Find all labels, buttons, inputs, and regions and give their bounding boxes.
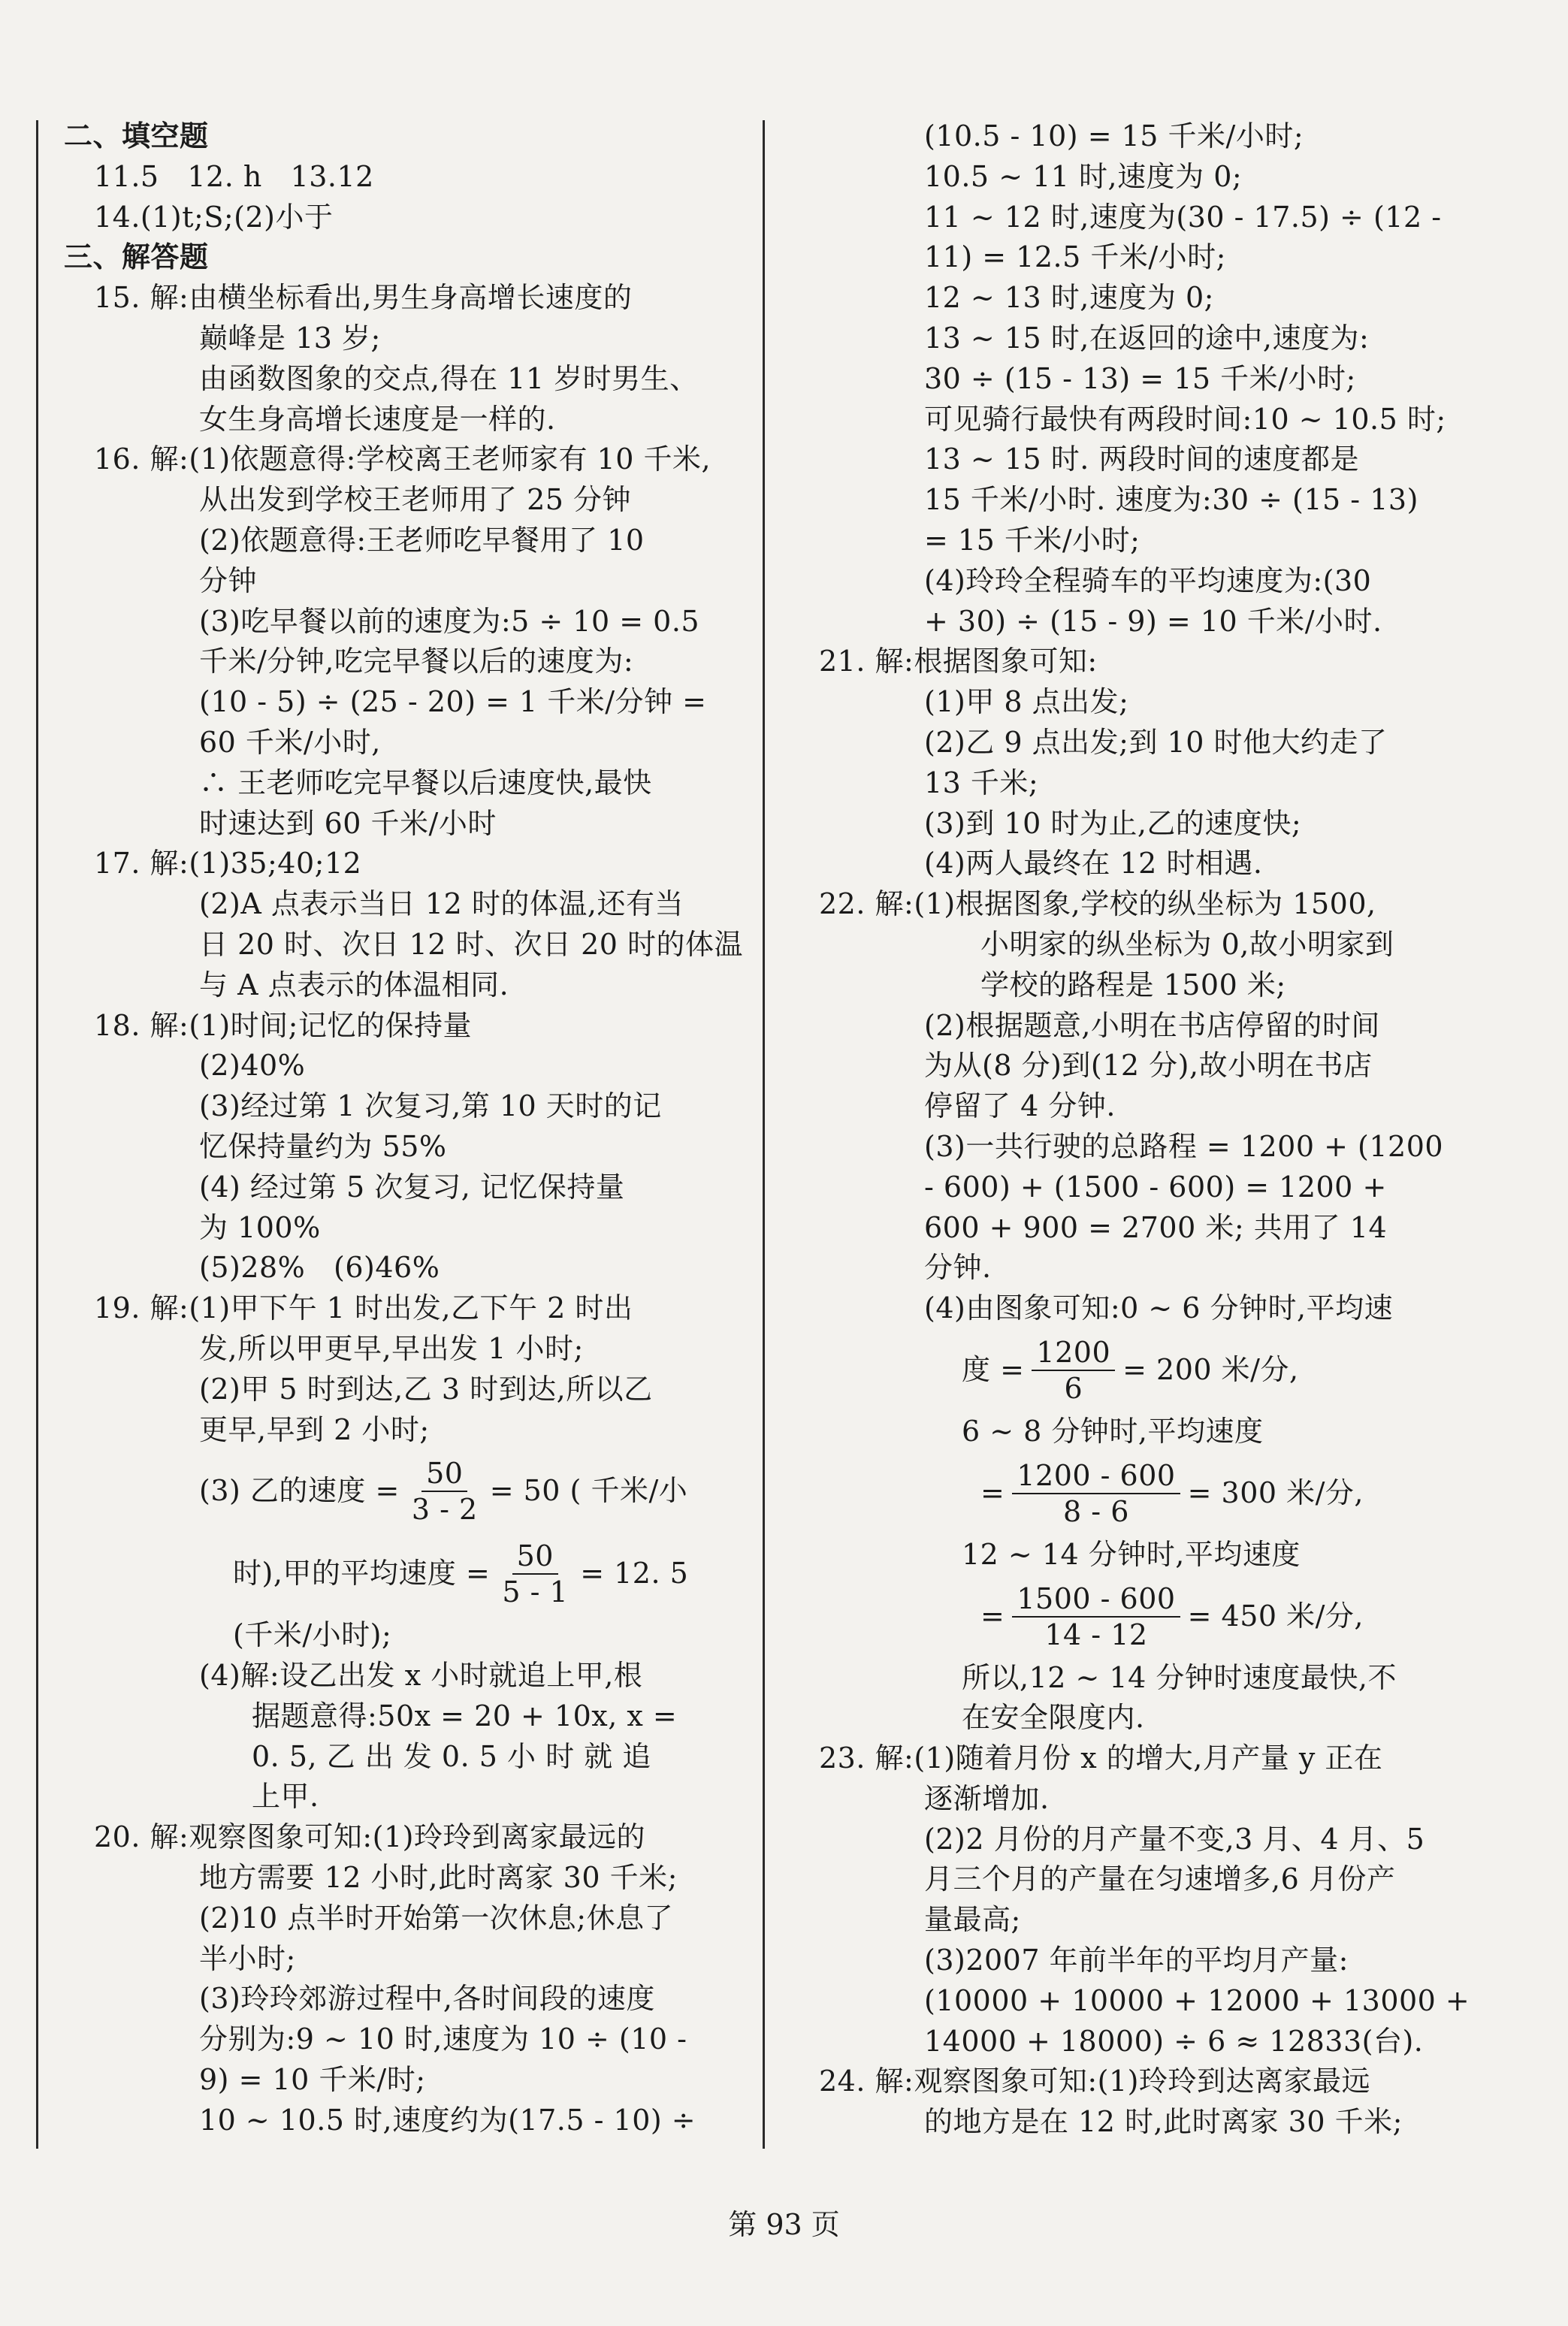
fraction xyxy=(1032,1335,1115,1406)
q22-formula-0-6 xyxy=(819,1329,1529,1412)
section-title-solutions: 三、解答题 xyxy=(64,240,209,274)
q16-line: 分钟 xyxy=(199,563,258,597)
formula-text: (3) 乙的速度 = xyxy=(199,1474,400,1508)
q20-cont-line: + 30) ÷ (15 - 9) = 10 千米/小时. xyxy=(924,604,1382,638)
q22-line: (4)由图象可知:0 ~ 6 分钟时,平均速 xyxy=(924,1291,1394,1325)
q22-line: 所以,12 ~ 14 分钟时速度最快,不 xyxy=(962,1660,1397,1694)
q20-line: (3)玲玲郊游过程中,各时间段的速度 xyxy=(199,1982,655,2016)
fraction xyxy=(1012,1581,1180,1652)
fraction-numerator: 50 xyxy=(512,1539,558,1575)
q23-line: 14000 + 18000) ÷ 6 ≈ 12833(台). xyxy=(924,2024,1424,2058)
q20-cont-line: 可见骑行最快有两段时间:10 ~ 10.5 时; xyxy=(924,402,1446,436)
q20-line: 分别为:9 ~ 10 时,速度为 10 ÷ (10 - xyxy=(199,2022,687,2056)
right-column xyxy=(819,116,1529,2143)
q19-line: (4)解:设乙出发 x 小时就追上甲,根 xyxy=(199,1659,643,1693)
q20-cont-line: 15 千米/小时. 速度为:30 ÷ (15 - 13) xyxy=(924,483,1418,517)
fraction-numerator: 1500 - 600 xyxy=(1012,1581,1180,1618)
q16-line: (2)依题意得:王老师吃早餐用了 10 xyxy=(199,523,645,557)
q22-line: 12 ~ 14 分钟时,平均速度 xyxy=(962,1537,1301,1571)
q24-line: 的地方是在 12 时,此时离家 30 千米; xyxy=(924,2105,1403,2139)
q23-line: (10000 + 10000 + 12000 + 13000 + xyxy=(924,1983,1470,2017)
q16-line: (3)吃早餐以前的速度为:5 ÷ 10 = 0.5 xyxy=(199,604,700,638)
column-divider-rule xyxy=(763,120,765,2149)
fraction xyxy=(407,1456,482,1527)
q19-line: 0. 5, 乙 出 发 0. 5 小 时 就 追 xyxy=(252,1739,651,1773)
q21-line: 21. 解:根据图象可知: xyxy=(819,645,1098,678)
q18-line: 忆保持量约为 55% xyxy=(199,1129,447,1163)
q20-line: 半小时; xyxy=(199,1941,296,1975)
q20-cont-line: (10.5 - 10) = 15 千米/小时; xyxy=(924,119,1304,153)
q16-line: 从出发到学校王老师用了 25 分钟 xyxy=(199,483,632,517)
q22-line: 小明家的纵坐标为 0,故小明家到 xyxy=(980,927,1394,961)
q20-line: 20. 解:观察图象可知:(1)玲玲到离家最远的 xyxy=(94,1820,645,1854)
q20-cont-line: 13 ~ 15 时. 两段时间的速度都是 xyxy=(924,443,1359,476)
answer-line: 14.(1)t;S;(2)小于 xyxy=(94,200,334,234)
formula-text: = 200 米/分, xyxy=(1122,1353,1299,1386)
q18-line: 为 100% xyxy=(199,1210,321,1244)
fraction-denominator: 3 - 2 xyxy=(411,1493,478,1527)
formula-text: = xyxy=(980,1599,1005,1633)
formula-text: 时),甲的平均速度 = xyxy=(233,1557,491,1590)
q16-line: (10 - 5) ÷ (25 - 20) = 1 千米/分钟 = xyxy=(199,685,707,719)
fraction-denominator: 8 - 6 xyxy=(1063,1494,1129,1528)
q20-cont-line: 13 ~ 15 时,在返回的途中,速度为: xyxy=(924,321,1370,355)
q20-cont-line: 30 ÷ (15 - 13) = 15 千米/小时; xyxy=(924,361,1356,395)
q22-line: 6 ~ 8 分钟时,平均速度 xyxy=(962,1414,1264,1448)
fraction-denominator: 14 - 12 xyxy=(1044,1618,1148,1651)
q20-line: 9) = 10 千米/时; xyxy=(199,2063,426,2097)
q23-line: 量最高; xyxy=(924,1903,1021,1937)
q18-line: (3)经过第 1 次复习,第 10 天时的记 xyxy=(199,1089,662,1123)
q20-cont-line: = 15 千米/小时; xyxy=(924,523,1141,557)
q17-line: 日 20 时、次日 12 时、次日 20 时的体温 xyxy=(199,927,744,961)
q18-line: (4) 经过第 5 次复习, 记忆保持量 xyxy=(199,1170,625,1204)
formula-text: = 300 米/分, xyxy=(1187,1476,1364,1509)
q15-line: 女生身高增长速度是一样的. xyxy=(199,402,556,436)
q19-line: (千米/小时); xyxy=(233,1618,392,1652)
q19-line: 更早,早到 2 小时; xyxy=(199,1412,430,1446)
q22-line: 为从(8 分)到(12 分),故小明在书店 xyxy=(924,1049,1373,1083)
fraction-denominator: 6 xyxy=(1064,1371,1083,1405)
q15-line: 巅峰是 13 岁; xyxy=(199,321,381,355)
q20-cont-line: 10.5 ~ 11 时,速度为 0; xyxy=(924,159,1243,193)
q18-line: 18. 解:(1)时间;记忆的保持量 xyxy=(94,1008,472,1042)
q22-formula-12-14 xyxy=(819,1575,1529,1658)
q22-line: 停留了 4 分钟. xyxy=(924,1089,1116,1123)
q16-line: ∴ 王老师吃完早餐以后速度快,最快 xyxy=(199,766,652,799)
q20-line: 10 ~ 10.5 时,速度约为(17.5 - 10) ÷ xyxy=(199,2103,696,2137)
q23-line: (2)2 月份的月产量不变,3 月、4 月、5 xyxy=(924,1822,1425,1856)
q21-line: (1)甲 8 点出发; xyxy=(924,685,1129,719)
q20-line: 地方需要 12 小时,此时离家 30 千米; xyxy=(199,1861,678,1895)
fraction-numerator: 1200 xyxy=(1032,1335,1115,1371)
section-title-fill-blank: 二、填空题 xyxy=(64,119,209,153)
q19-formula-speed-a xyxy=(64,1533,725,1615)
q23-line: (3)2007 年前半年的平均月产量: xyxy=(924,1944,1349,1977)
q19-line: 发,所以甲更早,早出发 1 小时; xyxy=(199,1331,584,1365)
q20-cont-line: 11) = 12.5 千米/小时; xyxy=(924,240,1226,274)
q19-line: (2)甲 5 时到达,乙 3 时到达,所以乙 xyxy=(199,1372,653,1406)
q22-line: 在安全限度内. xyxy=(962,1701,1145,1735)
q21-line: 13 千米; xyxy=(924,766,1039,799)
q21-line: (3)到 10 时为止,乙的速度快; xyxy=(924,806,1302,840)
q21-line: (4)两人最终在 12 时相遇. xyxy=(924,847,1263,881)
q20-cont-line: 11 ~ 12 时,速度为(30 - 17.5) ÷ (12 - xyxy=(924,200,1442,234)
q17-line: (2)A 点表示当日 12 时的体温,还有当 xyxy=(199,887,684,921)
formula-text: 度 = xyxy=(962,1353,1025,1386)
page-number: 第 93 页 xyxy=(728,2208,840,2241)
q17-line: 17. 解:(1)35;40;12 xyxy=(94,847,362,881)
q18-line: (5)28% (6)46% xyxy=(199,1251,440,1285)
answer-line: 11.5 12. h 13.12 xyxy=(94,159,374,193)
q15-line: 由函数图象的交点,得在 11 岁时男生、 xyxy=(199,361,699,395)
q23-line: 逐渐增加. xyxy=(924,1781,1050,1815)
q22-line: 分钟. xyxy=(924,1251,992,1285)
q20-line: (2)10 点半时开始第一次休息;休息了 xyxy=(199,1901,674,1935)
q18-line: (2)40% xyxy=(199,1049,306,1083)
q19-formula-speed-b xyxy=(64,1450,725,1533)
formula-text: = 450 米/分, xyxy=(1187,1599,1364,1633)
fraction-numerator: 1200 - 600 xyxy=(1012,1458,1180,1494)
formula-text: = 50 ( 千米/小 xyxy=(489,1474,688,1508)
q16-line: 60 千米/小时, xyxy=(199,725,381,759)
formula-text: = 12. 5 xyxy=(580,1557,689,1590)
q22-line: 学校的路程是 1500 米; xyxy=(980,968,1286,1001)
fraction-denominator: 5 - 1 xyxy=(502,1575,569,1609)
q22-line: 600 + 900 = 2700 米; 共用了 14 xyxy=(924,1210,1388,1244)
q16-line: 16. 解:(1)依题意得:学校离王老师家有 10 千米, xyxy=(94,443,711,476)
q19-line: 据题意得:50x = 20 + 10x, x = xyxy=(252,1699,678,1732)
fraction xyxy=(1012,1458,1180,1529)
q19-line: 19. 解:(1)甲下午 1 时出发,乙下午 2 时出 xyxy=(94,1291,633,1325)
q22-line: - 600) + (1500 - 600) = 1200 + xyxy=(924,1170,1387,1204)
q17-line: 与 A 点表示的体温相同. xyxy=(199,968,509,1001)
left-margin-rule xyxy=(36,120,38,2149)
q20-cont-line: (4)玲玲全程骑车的平均速度为:(30 xyxy=(924,563,1372,597)
q21-line: (2)乙 9 点出发;到 10 时他大约走了 xyxy=(924,725,1388,759)
fraction-numerator: 50 xyxy=(421,1456,467,1492)
q22-formula-6-8 xyxy=(819,1452,1529,1535)
q24-line: 24. 解:观察图象可知:(1)玲玲到达离家最远 xyxy=(819,2065,1370,2098)
q23-line: 月三个月的产量在匀速增多,6 月份产 xyxy=(924,1862,1396,1896)
q22-line: (2)根据题意,小明在书店停留的时间 xyxy=(924,1008,1380,1042)
q16-line: 时速达到 60 千米/小时 xyxy=(199,806,497,840)
q19-line: 上甲. xyxy=(252,1780,319,1814)
fraction xyxy=(497,1539,573,1609)
q16-line: 千米/分钟,吃完早餐以后的速度为: xyxy=(199,645,634,678)
q15-line: 15. 解:由横坐标看出,男生身高增长速度的 xyxy=(94,281,633,315)
left-column xyxy=(64,116,744,2141)
q22-line: 22. 解:(1)根据图象,学校的纵坐标为 1500, xyxy=(819,887,1376,921)
q20-cont-line: 12 ~ 13 时,速度为 0; xyxy=(924,281,1214,315)
q22-line: (3)一共行驶的总路程 = 1200 + (1200 xyxy=(924,1129,1444,1163)
formula-text: = xyxy=(980,1476,1005,1509)
q23-line: 23. 解:(1)随着月份 x 的增大,月产量 y 正在 xyxy=(819,1741,1383,1775)
